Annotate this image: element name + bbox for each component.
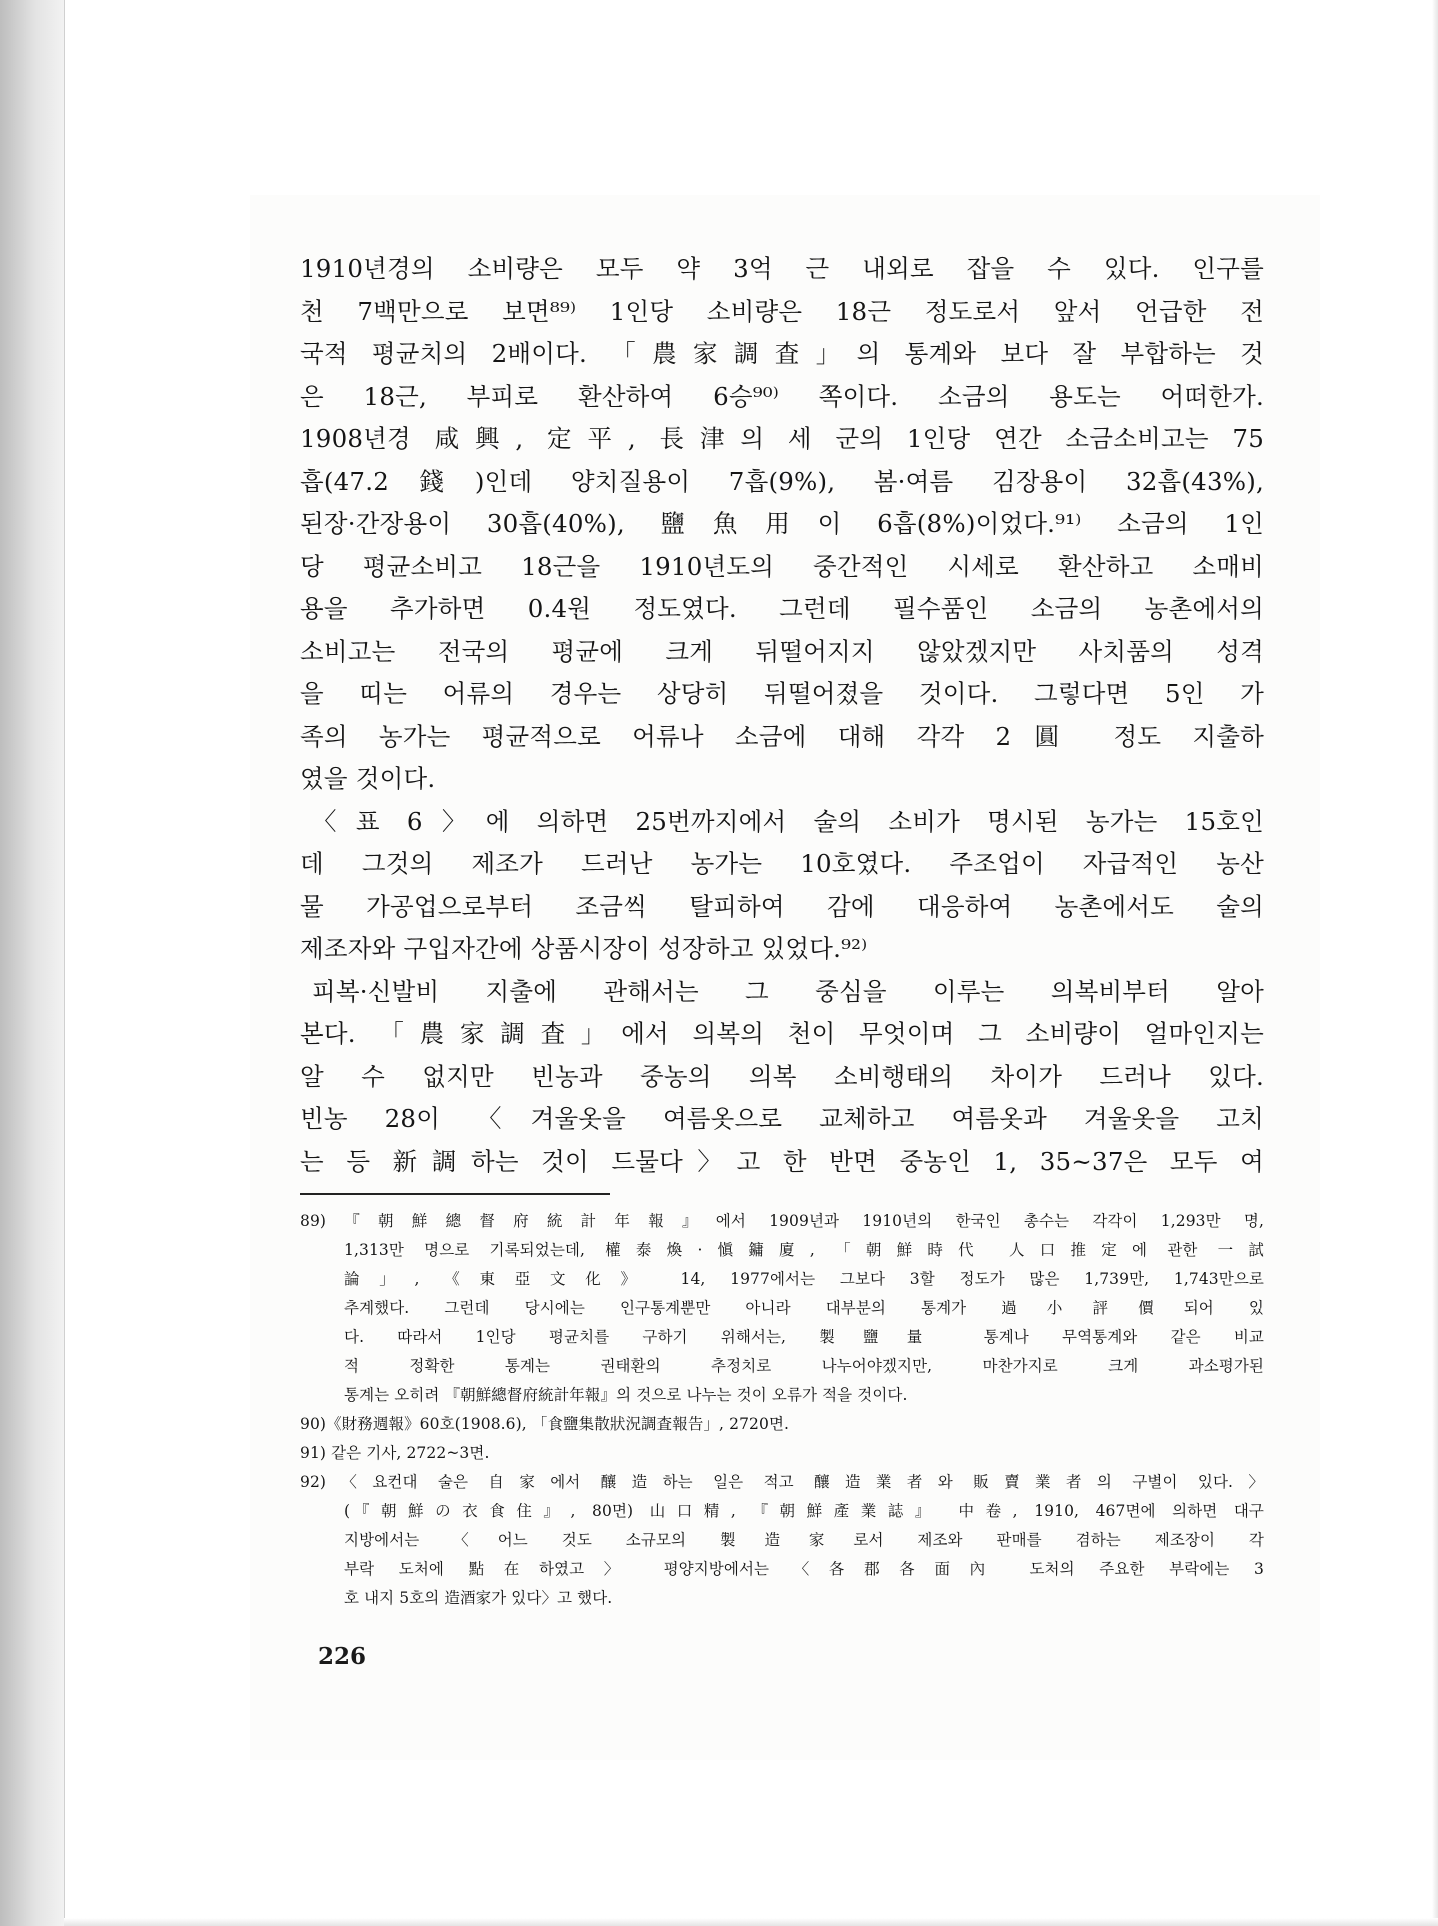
footnote-line: 1,313만 명으로 기록되었는데, 權泰煥·愼鏞廈, 「朝鮮時代 人口推定에 관한 一試 bbox=[344, 1241, 1264, 1259]
body-line: 용을 추가하면 0.4원 정도였다. 그런데 필수품인 소금의 농촌에서의 bbox=[300, 594, 1264, 623]
body-line: 〈표 6〉에 의하면 25번까지에서 술의 소비가 명시된 농가는 15호인 bbox=[312, 806, 1264, 836]
footnote-line: 지방에서는 〈어느 것도 소규모의 製造家로서 제조와 판매를 겸하는 제조장이 각 bbox=[344, 1531, 1264, 1549]
page-content bbox=[300, 248, 1264, 1613]
footnote-line: (『朝鮮の衣食住』, 80면) 山口精, 『朝鮮產業誌』 中卷, 1910, 467면에 의하면 대구 bbox=[344, 1502, 1264, 1520]
footnote-line: 90)《財務週報》60호(1908.6), 「食鹽集散狀況調査報告」, 2720면. bbox=[300, 1415, 790, 1433]
footnote-line: 호 내지 5호의 造酒家가 있다〉고 했다. bbox=[344, 1589, 613, 1607]
page-right-shadow bbox=[1432, 0, 1438, 1926]
page-left-edge bbox=[0, 0, 65, 1926]
footnote-line: 論」, 《東亞文化》 14, 1977에서는 그보다 3할 정도가 많은 1,739만, 1,743만으로 bbox=[344, 1270, 1264, 1288]
body-line: 본다. 「農家調査」에서 의복의 천이 무엇이며 그 소비량이 얼마인지는 bbox=[300, 1019, 1264, 1048]
body-line: 알 수 없지만 빈농과 중농의 의복 소비행태의 차이가 드러나 있다. bbox=[300, 1061, 1264, 1091]
body-line: 은 18근, 부피로 환산하여 6승⁹⁰⁾ 쪽이다. 소금의 용도는 어떠한가. bbox=[300, 381, 1264, 411]
body-line: 소비고는 전국의 평균에 크게 뒤떨어지지 않았겠지만 사치품의 성격 bbox=[300, 636, 1264, 666]
footnote-line: 91) 같은 기사, 2722~3면. bbox=[300, 1444, 490, 1462]
body-line: 제조자와 구입자간에 상품시장이 성장하고 있었다.⁹²⁾ bbox=[300, 934, 868, 963]
body-line: 1910년경의 소비량은 모두 약 3억 근 내외로 잡을 수 있다. 인구를 bbox=[300, 254, 1264, 283]
body-text bbox=[300, 248, 1264, 1183]
body-line: 당 평균소비고 18근을 1910년도의 중간적인 시세로 환산하고 소매비 bbox=[300, 551, 1264, 581]
body-line: 1908년경 咸興, 定平, 長津의 세 군의 1인당 연간 소금소비고는 75 bbox=[300, 424, 1264, 453]
body-line: 국적 평균치의 2배이다. 「農家調査」의 통계와 보다 잘 부합하는 것 bbox=[300, 339, 1264, 368]
body-line: 흡(47.2錢)인데 양치질용이 7흡(9%), 봄·여름 김장용이 32흡(43%), bbox=[300, 466, 1264, 496]
page-number: 226 bbox=[318, 1643, 367, 1670]
body-line: 물 가공업으로부터 조금씩 탈피하여 감에 대응하여 농촌에서도 술의 bbox=[300, 891, 1264, 921]
page-bottom-shadow bbox=[64, 1918, 1438, 1926]
footnote-line: 통계는 오히려 『朝鮮總督府統計年報』의 것으로 나누는 것이 오류가 적을 것이다. bbox=[344, 1386, 908, 1404]
body-line: 데 그것의 제조가 드러난 농가는 10호였다. 주조업이 자급적인 농산 bbox=[300, 849, 1264, 878]
footnote-line: 추계했다. 그런데 당시에는 인구통계뿐만 아니라 대부분의 통계가 過小評價되어 있 bbox=[344, 1299, 1264, 1317]
body-line: 는 등 新調하는 것이 드물다〉고 한 반면 중농인 1, 35~37은 모두 여 bbox=[300, 1146, 1264, 1176]
body-line: 을 띠는 어류의 경우는 상당히 뒤떨어졌을 것이다. 그렇다면 5인 가 bbox=[300, 679, 1264, 708]
body-line: 족의 농가는 평균적으로 어류나 소금에 대해 각각 2圓 정도 지출하 bbox=[300, 721, 1264, 751]
footnote-line: 89)『朝鮮總督府統計年報』에서 1909년과 1910년의 한국인 총수는 각각이 1,293만 명, bbox=[300, 1212, 1264, 1230]
body-line: 된장·간장용이 30흡(40%), 鹽魚用이 6흡(8%)이었다.⁹¹⁾ 소금의 1인 bbox=[300, 509, 1264, 538]
footnote-line: 적 정확한 통계는 권태환의 추정치로 나누어야겠지만, 마찬가지로 크게 과소평가된 bbox=[344, 1357, 1264, 1375]
body-line: 피복·신발비 지출에 관해서는 그 중심을 이루는 의복비부터 알아 bbox=[312, 976, 1264, 1006]
footnote-line: 부락 도처에 點在하였고〉 평양지방에서는 〈各郡各面內 도처의 주요한 부락에는 3 bbox=[344, 1560, 1264, 1578]
footnote-line: 다. 따라서 1인당 평균치를 구하기 위해서는, 製鹽量 통계나 무역통계와 같은 비교 bbox=[344, 1328, 1264, 1346]
body-line: 천 7백만으로 보면⁸⁹⁾ 1인당 소비량은 18근 정도로서 앞서 언급한 전 bbox=[300, 296, 1264, 326]
footnotes bbox=[300, 1207, 1264, 1613]
footnote-divider bbox=[300, 1193, 610, 1195]
body-line: 빈농 28이 〈겨울옷을 여름옷으로 교체하고 여름옷과 겨울옷을 고치 bbox=[300, 1104, 1264, 1133]
footnote-line: 92)〈요컨대 술은 自家에서 釀造하는 일은 적고 釀造業者와 販賣業者의 구별이 있다.〉 bbox=[300, 1473, 1264, 1491]
body-line: 였을 것이다. bbox=[300, 764, 436, 793]
